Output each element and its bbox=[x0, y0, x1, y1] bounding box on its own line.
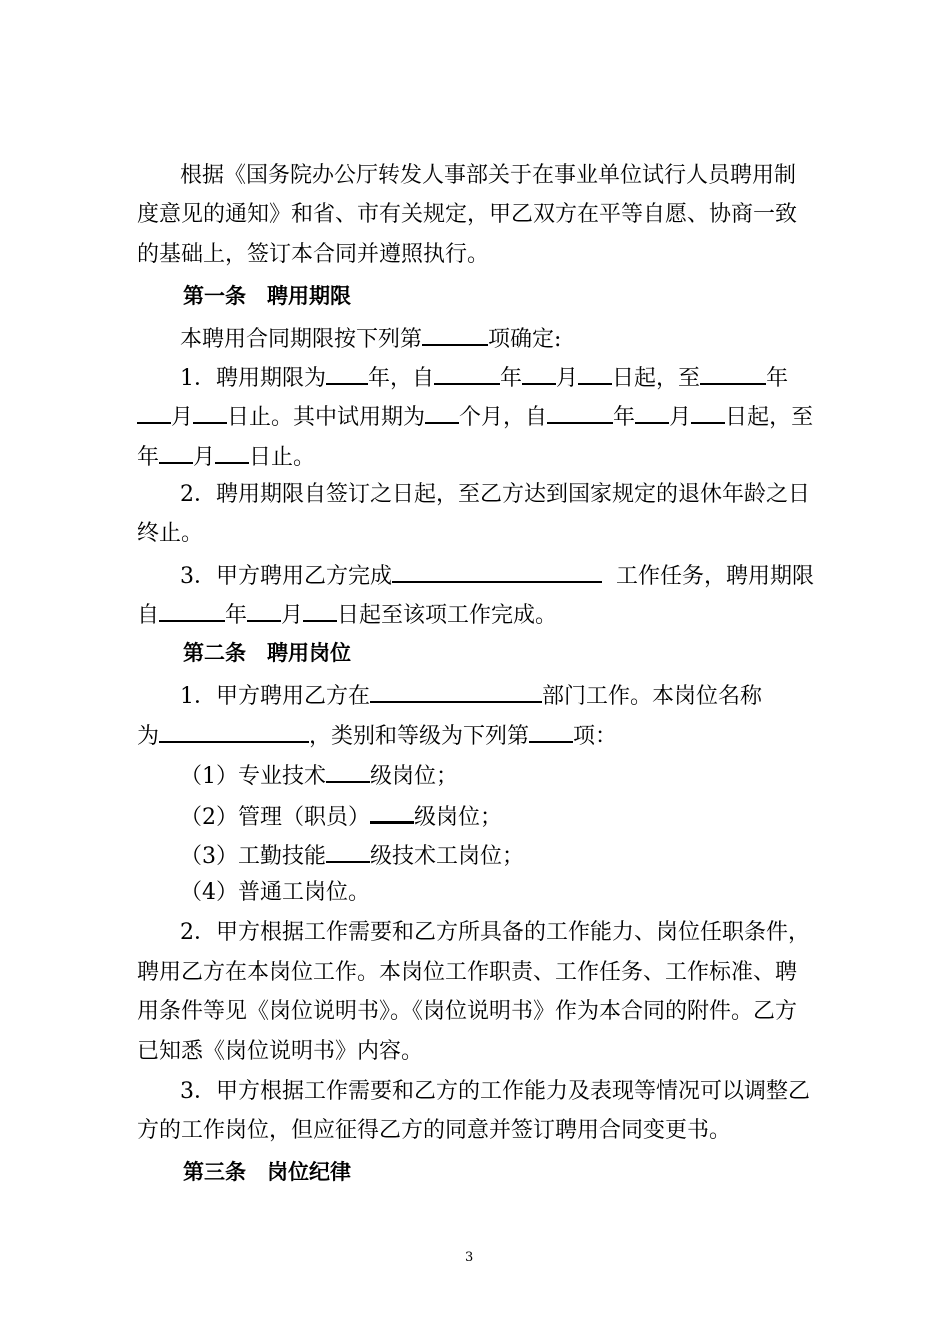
article-1-item-2-line-1: 2．聘用期限自签订之日起，至乙方达到国家规定的退休年龄之日 bbox=[180, 482, 810, 507]
article-2-item-1-line-2: 为 ，类别和等级为下列第 项： bbox=[137, 721, 617, 747]
blank-line bbox=[370, 801, 414, 824]
blank-line bbox=[635, 402, 669, 424]
article-2-option-4: （4）普通工岗位。 bbox=[180, 880, 370, 905]
article-2-option-2: （2）管理（职员） 级岗位； bbox=[180, 801, 502, 827]
article-2-item-1-line-1: 1．甲方聘用乙方在 部门工作。本岗位名称 bbox=[180, 681, 762, 707]
article-2-item-2-line-1: 2．甲方根据工作需要和乙方所具备的工作能力、岗位任职条件， bbox=[180, 920, 810, 945]
article-1-lead: 本聘用合同期限按下列第 项确定: bbox=[180, 324, 561, 350]
article-1-item-3-line-1: 3．甲方聘用乙方完成 工作任务，聘用期限 bbox=[180, 561, 814, 587]
article-1-heading: 第一条 聘用期限 bbox=[183, 284, 351, 308]
article-3-heading: 第三条 岗位纪律 bbox=[183, 1160, 351, 1184]
blank-line bbox=[522, 363, 556, 385]
page-number: 3 bbox=[465, 1250, 474, 1265]
blank-line bbox=[578, 363, 612, 385]
blank-line bbox=[215, 442, 249, 464]
article-1-item-1-line-2: 月 日止。其中试用期为 个月，自 年 月 日起，至 bbox=[137, 402, 813, 428]
article-2-heading: 第二条 聘用岗位 bbox=[183, 641, 351, 665]
blank-line bbox=[434, 363, 500, 385]
blank-line bbox=[700, 363, 766, 385]
article-2-item-3-line-1: 3．甲方根据工作需要和乙方的工作能力及表现等情况可以调整乙 bbox=[180, 1079, 810, 1104]
article-1-item-1-line-1: 1．聘用期限为 年，自 年 月 日起，至 年 bbox=[180, 363, 788, 389]
intro-line-3: 的基础上，签订本合同并遵照执行。 bbox=[137, 242, 490, 267]
blank-line bbox=[159, 442, 193, 464]
blank-line bbox=[422, 324, 488, 346]
blank-line bbox=[392, 561, 602, 583]
blank-line bbox=[326, 363, 368, 385]
blank-line bbox=[326, 841, 370, 863]
blank-line bbox=[326, 761, 370, 783]
article-2-item-2-line-2: 聘用乙方在本岗位工作。本岗位工作职责、工作任务、工作标准、聘 bbox=[137, 960, 798, 985]
blank-line bbox=[193, 402, 227, 424]
blank-line bbox=[247, 600, 281, 622]
intro-line-2: 度意见的通知》和省、市有关规定，甲乙双方在平等自愿、协商一致 bbox=[137, 202, 798, 227]
blank-line bbox=[425, 402, 459, 424]
article-2-item-2-line-3: 用条件等见《岗位说明书》。《岗位说明书》作为本合同的附件。乙方 bbox=[137, 999, 798, 1024]
intro-line-1: 根据《国务院办公厅转发人事部关于在事业单位试行人员聘用制 bbox=[180, 163, 797, 188]
blank-line bbox=[303, 600, 337, 622]
article-2-option-3: （3）工勤技能 级技术工岗位； bbox=[180, 841, 524, 867]
blank-line bbox=[159, 721, 309, 743]
blank-line bbox=[547, 402, 613, 424]
blank-line bbox=[529, 721, 573, 743]
article-2-item-3-line-2: 方的工作岗位，但应征得乙方的同意并签订聘用合同变更书。 bbox=[137, 1118, 732, 1143]
article-1-item-3-line-2: 自 年 月 日起至该项工作完成。 bbox=[137, 600, 557, 626]
blank-line bbox=[137, 402, 171, 424]
article-1-item-1-line-3: 年 月 日止。 bbox=[137, 442, 315, 468]
article-2-item-2-line-4: 已知悉《岗位说明书》内容。 bbox=[137, 1039, 424, 1064]
article-1-item-2-line-2: 终止。 bbox=[137, 521, 204, 546]
article-2-option-1: （1）专业技术 级岗位； bbox=[180, 761, 458, 787]
blank-line bbox=[370, 681, 542, 703]
blank-line bbox=[159, 600, 225, 622]
blank-line bbox=[691, 402, 725, 424]
